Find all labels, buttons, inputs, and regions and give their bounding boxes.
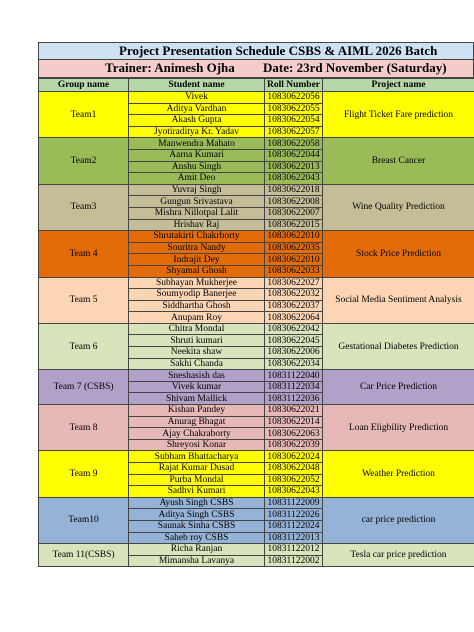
student-name-cell: Vivek kumar	[129, 381, 265, 393]
student-name-cell: Manwendra Mahato	[129, 138, 265, 150]
roll-number-cell: 10830622048	[265, 463, 323, 475]
table-row	[39, 323, 474, 335]
group-name-cell: Team 5	[39, 277, 129, 323]
student-name-cell: Souritra Nandy	[129, 242, 265, 254]
roll-number-cell: 10830622008	[265, 196, 323, 208]
student-name-cell: Indrajit Dey	[129, 254, 265, 266]
roll-number-cell: 10831122012	[265, 544, 323, 556]
student-name-cell: Yuvraj Singh	[129, 184, 265, 196]
table-row	[39, 277, 474, 289]
student-name-cell: Sakhi Chanda	[129, 358, 265, 370]
roll-number-cell: 10831122036	[265, 393, 323, 405]
roll-number-cell: 10830622039	[265, 439, 323, 451]
roll-number-cell: 10830622018	[265, 184, 323, 196]
group-name-cell: Team1	[39, 92, 129, 138]
student-name-cell: Shyamal Ghosh	[129, 265, 265, 277]
date-label: Date: 23rd November (Saturday)	[263, 60, 447, 75]
table-body	[39, 92, 474, 567]
student-name-cell: Richa Ranjan	[129, 544, 265, 556]
roll-number-cell: 10830622013	[265, 161, 323, 173]
roll-number-cell: 10830622006	[265, 347, 323, 359]
header-roll-number: Roll Number	[265, 79, 323, 92]
student-name-cell: Rajat Kumar Dusad	[129, 463, 265, 475]
trainer-label: Trainer: Animesh Ojha	[105, 60, 235, 75]
group-name-cell: Team 7 (CSBS)	[39, 370, 129, 405]
group-name-cell: Team 9	[39, 451, 129, 497]
group-name-cell: Team3	[39, 184, 129, 230]
roll-number-cell: 10830622037	[265, 300, 323, 312]
roll-number-cell: 10830622055	[265, 103, 323, 115]
roll-number-cell: 10830622034	[265, 358, 323, 370]
roll-number-cell: 10830622035	[265, 242, 323, 254]
student-name-cell: Kishan Pandey	[129, 405, 265, 417]
roll-number-cell: 10830622042	[265, 323, 323, 335]
roll-number-cell: 10830622021	[265, 405, 323, 417]
group-name-cell: Team2	[39, 138, 129, 184]
student-name-cell: Subham Bhattacharya	[129, 451, 265, 463]
group-name-cell: Team10	[39, 497, 129, 543]
group-name-cell: Team 6	[39, 323, 129, 369]
roll-number-cell: 10830622045	[265, 335, 323, 347]
roll-number-cell: 10830622007	[265, 207, 323, 219]
roll-number-cell: 10830622056	[265, 92, 323, 104]
student-name-cell: Anupam Roy	[129, 312, 265, 324]
roll-number-cell: 10831122040	[265, 370, 323, 382]
roll-number-cell: 10830622043	[265, 173, 323, 185]
project-name-cell: Stock Price Prediction	[323, 231, 474, 277]
project-name-cell: Loan Eligbility Prediction	[323, 405, 474, 451]
table-row	[39, 370, 474, 382]
student-name-cell: Purba Mondal	[129, 474, 265, 486]
project-name-cell: Social Media Sentiment Analysis	[323, 277, 474, 323]
student-name-cell: Saheb roy CSBS	[129, 532, 265, 544]
header-project-name: Project name	[323, 79, 474, 92]
roll-number-cell: 10831122002	[265, 555, 323, 567]
roll-number-cell: 10830622064	[265, 312, 323, 324]
student-name-cell: Shruti kumari	[129, 335, 265, 347]
roll-number-cell: 10831122024	[265, 520, 323, 532]
student-name-cell: Jyotiraditya Kr. Yadav	[129, 126, 265, 138]
student-name-cell: Anurag Bhagat	[129, 416, 265, 428]
schedule-table	[38, 78, 474, 567]
roll-number-cell: 10830622015	[265, 219, 323, 231]
student-name-cell: Ajay Chakraborty	[129, 428, 265, 440]
project-name-cell: Car Price Prediction	[323, 370, 474, 405]
student-name-cell: Aarna Kumari	[129, 149, 265, 161]
student-name-cell: Akash Gupta	[129, 115, 265, 127]
roll-number-cell: 10830622043	[265, 486, 323, 498]
student-name-cell: Vivek	[129, 92, 265, 104]
student-name-cell: Siddhartha Ghosh	[129, 300, 265, 312]
table-row	[39, 405, 474, 417]
project-name-cell: Weather Prediction	[323, 451, 474, 497]
student-name-cell: Aditya Vardhan	[129, 103, 265, 115]
roll-number-cell: 10831122026	[265, 509, 323, 521]
table-row	[39, 138, 474, 150]
student-name-cell: Mimansha Lavanya	[129, 555, 265, 567]
schedule-sheet	[38, 42, 474, 567]
student-name-cell: Chitra Mondal	[129, 323, 265, 335]
roll-number-cell: 10830622024	[265, 451, 323, 463]
student-name-cell: Amit Deo	[129, 173, 265, 185]
group-name-cell: Team 11(CSBS)	[39, 544, 129, 567]
header-row	[39, 79, 474, 92]
sheet-title: Project Presentation Schedule CSBS & AIML 2026 Batch	[38, 42, 474, 60]
trainer-date-row	[38, 60, 474, 78]
roll-number-cell: 10830622033	[265, 265, 323, 277]
roll-number-cell: 10830622054	[265, 115, 323, 127]
project-name-cell: Tesla car price prediction	[323, 544, 474, 567]
student-name-cell: Subhayan Mukherjee	[129, 277, 265, 289]
group-name-cell: Team 8	[39, 405, 129, 451]
roll-number-cell: 10830622058	[265, 138, 323, 150]
student-name-cell: Neekita shaw	[129, 347, 265, 359]
student-name-cell: Gungun Srivastava	[129, 196, 265, 208]
table-row	[39, 92, 474, 104]
header-student-name: Student name	[129, 79, 265, 92]
project-name-cell: Gestational Diabetes Prediction	[323, 323, 474, 369]
roll-number-cell: 10830622010	[265, 231, 323, 243]
roll-number-cell: 10830622044	[265, 149, 323, 161]
student-name-cell: Soumyodip Banerjee	[129, 289, 265, 301]
student-name-cell: Saunak Sinha CSBS	[129, 520, 265, 532]
group-name-cell: Team 4	[39, 231, 129, 277]
roll-number-cell: 10830622032	[265, 289, 323, 301]
project-name-cell: Flight Ticket Fare prediction	[323, 92, 474, 138]
table-row	[39, 184, 474, 196]
student-name-cell: Shrutakirti Chakrborty	[129, 231, 265, 243]
student-name-cell: Sadhvi Kumari	[129, 486, 265, 498]
student-name-cell: Ayush Singh CSBS	[129, 497, 265, 509]
student-name-cell: Sneshasish das	[129, 370, 265, 382]
student-name-cell: Mishra Nillotpal Lalit	[129, 207, 265, 219]
roll-number-cell: 10830622014	[265, 416, 323, 428]
header-group-name: Group name	[39, 79, 129, 92]
student-name-cell: Shivam Mallick	[129, 393, 265, 405]
project-name-cell: car price prediction	[323, 497, 474, 543]
roll-number-cell: 10830622057	[265, 126, 323, 138]
roll-number-cell: 10830622010	[265, 254, 323, 266]
roll-number-cell: 10830622027	[265, 277, 323, 289]
roll-number-cell: 10831122009	[265, 497, 323, 509]
student-name-cell: Hrishav Raj	[129, 219, 265, 231]
table-row	[39, 231, 474, 243]
roll-number-cell: 10830622063	[265, 428, 323, 440]
table-row	[39, 451, 474, 463]
roll-number-cell: 10831122013	[265, 532, 323, 544]
student-name-cell: Aditya Singh CSBS	[129, 509, 265, 521]
student-name-cell: Anshu Singh	[129, 161, 265, 173]
table-row	[39, 497, 474, 509]
student-name-cell: Shreyosi Konar	[129, 439, 265, 451]
roll-number-cell: 10831122034	[265, 381, 323, 393]
project-name-cell: Wine Quality Prediction	[323, 184, 474, 230]
table-row	[39, 544, 474, 556]
roll-number-cell: 10830622052	[265, 474, 323, 486]
project-name-cell: Breast Cancer	[323, 138, 474, 184]
